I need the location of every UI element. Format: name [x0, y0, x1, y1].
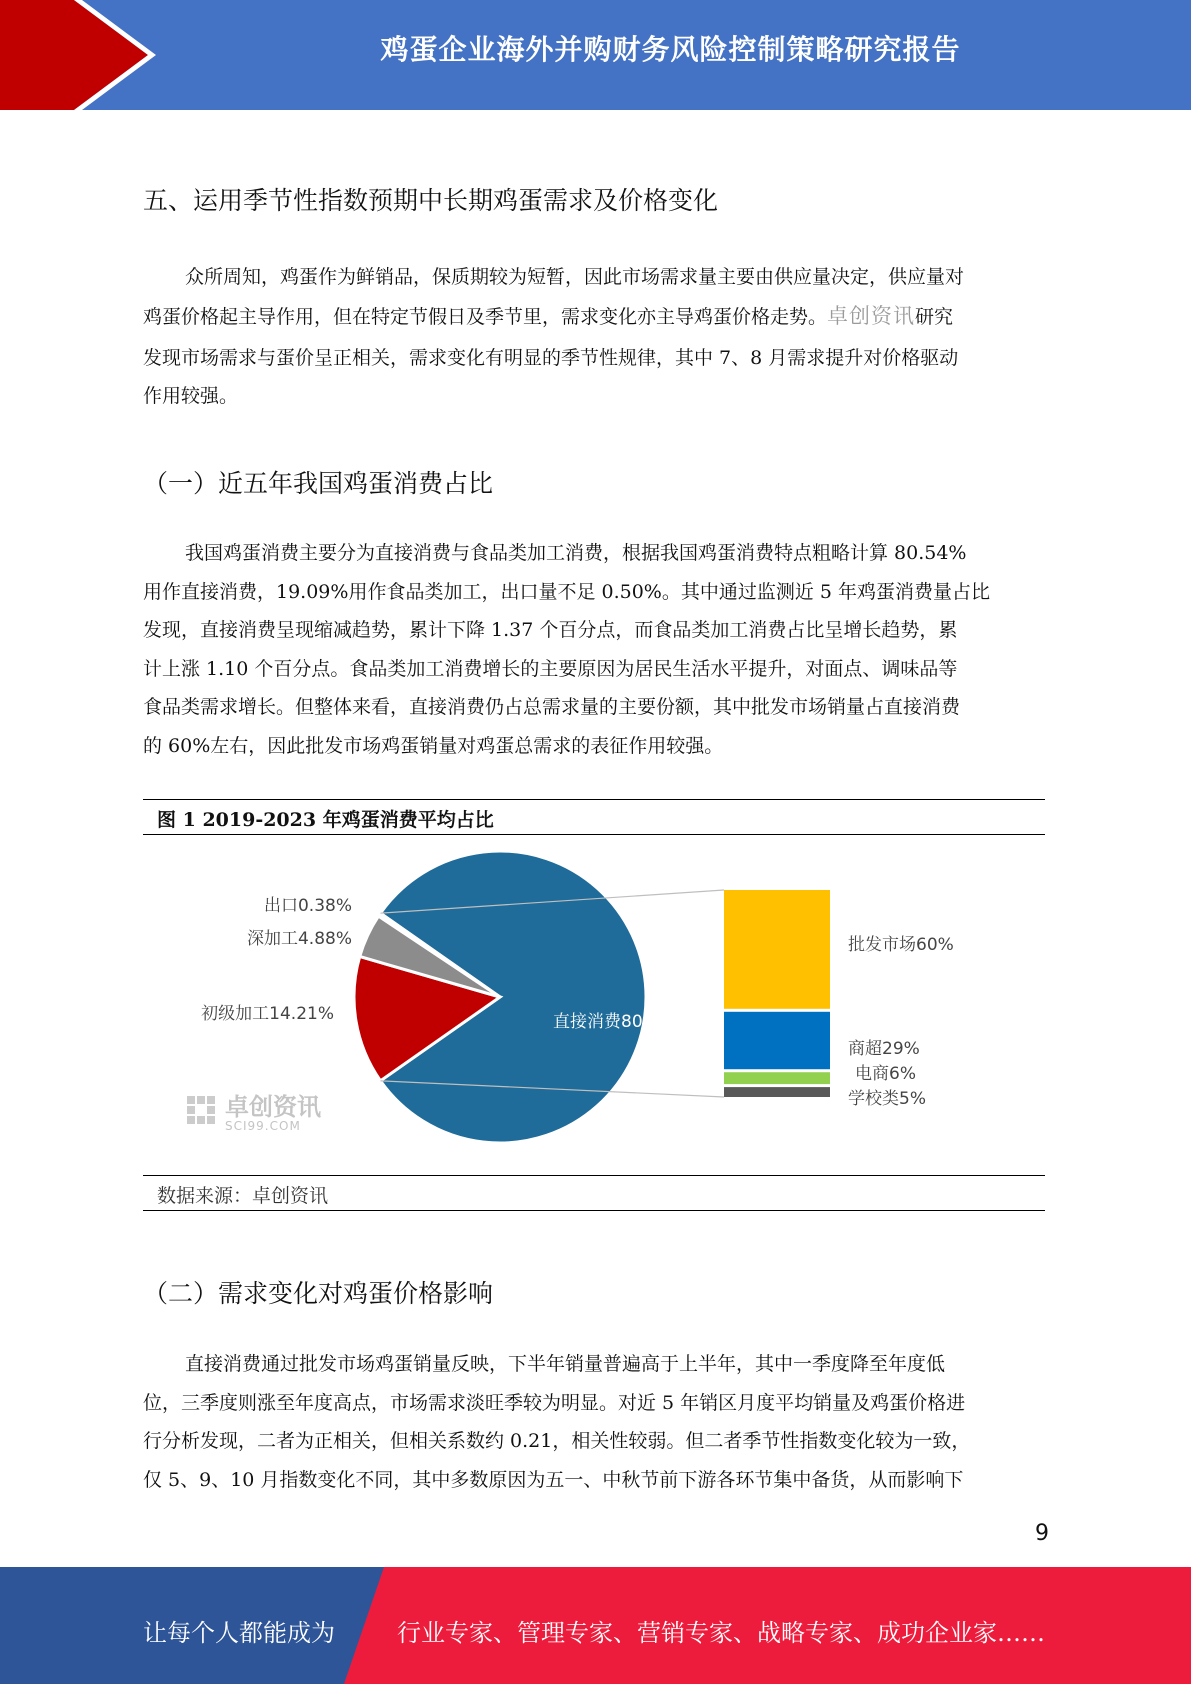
bar-segment — [724, 1012, 830, 1069]
paragraph-line: 我国鸡蛋消费主要分为直接消费与食品类加工消费，根据我国鸡蛋消费特点粗略计算 80.54% — [185, 542, 967, 564]
figure-bottom-rule — [143, 1175, 1045, 1176]
bar-segment — [724, 1087, 830, 1097]
figure-title-rule — [143, 834, 1045, 835]
price-impact-paragraph — [143, 1345, 1045, 1499]
figure-top-rule — [143, 799, 1045, 800]
bar-segment-label: 批发市场60% — [848, 935, 954, 955]
pie-slice-label: 出口0.38% — [263, 896, 352, 916]
paragraph-line: 食品类需求增长。但整体来看，直接消费仍占总需求量的主要份额，其中批发市场销量占直接消费 — [143, 696, 961, 718]
bar-segment-label: 学校类5% — [848, 1089, 926, 1109]
chart-watermark — [187, 1093, 322, 1133]
paragraph-line: 位，三季度则涨至年度高点，市场需求淡旺季较为明显。对近 5 年销区月度平均销量及鸡蛋价格进 — [143, 1391, 966, 1414]
paragraph-line: 行分析发现，二者为正相关，但相关系数约 0.21，相关性较弱。但二者季节性指数变化较为一致， — [143, 1430, 971, 1452]
pie-slice-label: 深加工4.88% — [246, 929, 352, 949]
intro-line: 作用较强。 — [143, 385, 239, 407]
paragraph-line: 计上涨 1.10 个百分点。食品类加工消费增长的主要原因为居民生活水平提升，对面点、调味品等 — [143, 657, 958, 680]
watermark-en: SCI99.COM — [225, 1119, 301, 1133]
subsection-heading-1: （一）近五年我国鸡蛋消费占比 — [143, 469, 494, 498]
report-title: 鸡蛋企业海外并购财务风险控制策略研究报告 — [380, 33, 961, 66]
footer-slogan-right: 行业专家、管理专家、营销专家、战略专家、成功企业家…… — [397, 1619, 1045, 1647]
intro-line: 鸡蛋价格起主导作用，但在特定节假日及季节里，需求变化亦主导鸡蛋价格走势。卓创资讯研究 — [143, 304, 954, 328]
inline-watermark: 卓创资讯 — [827, 304, 916, 328]
paragraph-line: 仅 5、9、10 月指数变化不同，其中多数原因为五一、中秋节前下游各环节集中备货，从而影响下 — [143, 1468, 964, 1491]
paragraph-line: 用作直接消费，19.09%用作食品类加工，出口量不足 0.50%。其中通过监测近 5 年鸡蛋消费量占比 — [143, 580, 991, 603]
intro-line: 众所周知，鸡蛋作为鲜销品，保质期较为短暂，因此市场需求量主要由供应量决定，供应量对 — [185, 266, 965, 288]
consumption-paragraph — [143, 534, 1045, 765]
figure-title: 图 1 2019-2023 年鸡蛋消费平均占比 — [157, 809, 494, 831]
pie-slice-label: 初级加工14.21% — [201, 1004, 334, 1024]
figure-source: 数据来源：卓创资讯 — [157, 1185, 329, 1207]
bar-segment — [724, 1072, 830, 1084]
page-number: 9 — [1035, 1521, 1049, 1546]
section-heading: 五、运用季节性指数预期中长期鸡蛋需求及价格变化 — [143, 186, 719, 215]
page-footer — [0, 1567, 1191, 1684]
paragraph-line: 发现，直接消费呈现缩减趋势，累计下降 1.37 个百分点，而食品类加工消费占比呈增长趋势，累 — [143, 619, 958, 641]
bar-segment — [724, 890, 830, 1009]
page-header — [0, 0, 1191, 110]
bar-segment-label: 商超29% — [848, 1039, 920, 1059]
figure-source-rule — [143, 1210, 1045, 1211]
consumption-chart — [143, 836, 1045, 1176]
footer-slogan-left: 让每个人都能成为 — [143, 1619, 335, 1647]
intro-line: 发现市场需求与蛋价呈正相关，需求变化有明显的季节性规律，其中 7、8 月需求提升对价格驱动 — [143, 347, 959, 369]
bar-segment-label: 电商6% — [855, 1064, 916, 1084]
pie-slice-label: 直接消费80.54% — [553, 1012, 686, 1032]
subsection-heading-2: （二）需求变化对鸡蛋价格影响 — [143, 1279, 494, 1308]
paragraph-line: 的 60%左右，因此批发市场鸡蛋销量对鸡蛋总需求的表征作用较强。 — [143, 734, 724, 757]
paragraph-line: 直接消费通过批发市场鸡蛋销量反映，下半年销量普遍高于上半年，其中一季度降至年度低 — [185, 1353, 946, 1375]
intro-paragraph — [143, 258, 1045, 415]
watermark-cn: 卓创资讯 — [225, 1093, 321, 1121]
